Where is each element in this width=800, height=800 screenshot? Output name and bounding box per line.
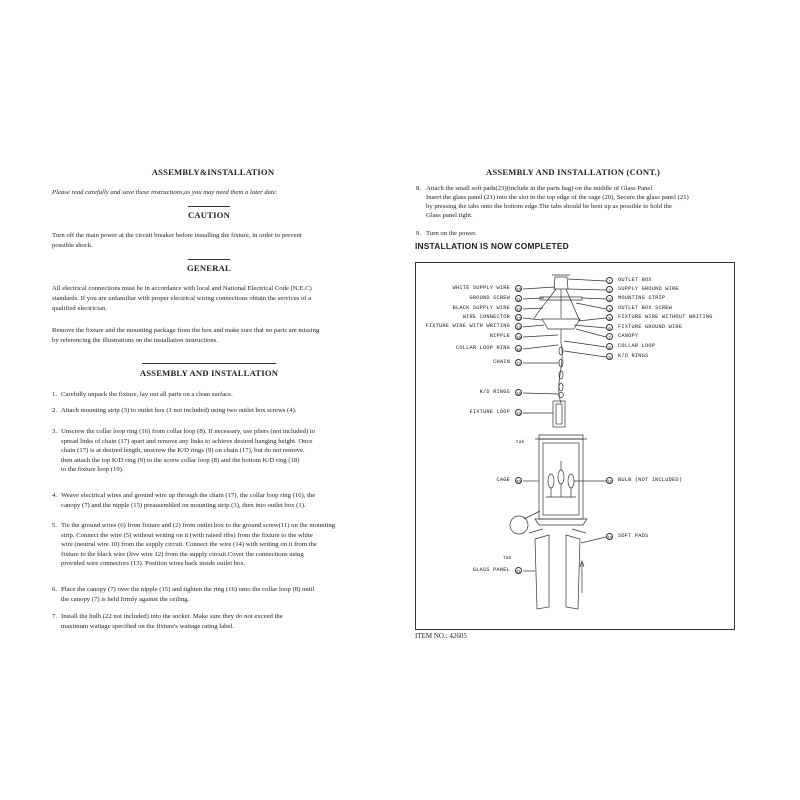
part-number-badge: 20 — [516, 479, 521, 484]
part-number-badge: 2 — [606, 286, 613, 293]
step-8-line-2: Insert the glass panel (21) into the slot in the top edge of the cage (20), Secure the glass panel (21) — [426, 194, 689, 201]
general-p1-3: qualified electrician. — [52, 305, 107, 312]
assembly-rule — [142, 363, 276, 364]
part-number-badge: 18 — [516, 391, 521, 396]
diagram-label-17 — [416, 359, 522, 366]
step-6 — [52, 585, 382, 604]
part-number-badge: 5 — [606, 314, 613, 321]
step-line: Carefully unpack the fixture, lay out all parts on a clean surface. — [61, 391, 233, 398]
part-label: GROUND SCREW — [469, 295, 510, 301]
right-title: ASSEMBLY AND INSTALLATION (CONT.) — [485, 167, 661, 177]
diagram-label-18 — [416, 389, 522, 396]
glass-panel-shapes — [529, 529, 586, 609]
diagram-label-10 — [416, 285, 522, 292]
step-5 — [52, 521, 382, 569]
part-label: WHITE SUPPLY WIRE — [452, 285, 510, 291]
part-label: CAGE — [496, 477, 510, 483]
step-line: spread links of chain (17) apart and remove any links to achieve desired hanging height. Once — [61, 437, 313, 445]
diagram-label-15 — [416, 333, 522, 340]
step-line: Place the canopy (7) over the nipple (15) and tighten the ring (16) onto the collar loop (8) until — [61, 586, 315, 593]
general-rule — [188, 259, 230, 260]
part-number-badge: 14 — [516, 325, 521, 330]
item-number: ITEM NO.: 42605 — [415, 632, 467, 640]
step-1 — [52, 390, 382, 400]
part-number-badge: 22 — [607, 479, 612, 484]
caution-rule — [188, 206, 230, 207]
part-label: K/D RINGS — [618, 353, 649, 359]
diagram-label-11 — [416, 295, 522, 302]
step-line: Attach mounting strip (3) to outlet box (1 not included) using two outlet box screws (4). — [61, 407, 297, 414]
chain-shape — [559, 343, 564, 403]
part-label: MOUNTING STRIP — [618, 295, 666, 301]
step-line: provided wire connectors (13). Position wires back inside outlet box. — [61, 560, 246, 568]
part-label: WIRE CONNECTOR — [462, 314, 510, 320]
left-title: ASSEMBLY&INSTALLATION — [151, 167, 275, 177]
step-line: the canopy (7) is held firmly against the ceiling. — [61, 595, 190, 603]
general-p1-1: All electrical connections must be in accordance with local and National Electrical Code (N.E.C) — [52, 285, 312, 292]
general-p1-2: standards. If you are unfamiliar with proper electrical wiring connections obtain the services of a — [52, 295, 312, 302]
diagram-label-21 — [416, 567, 522, 574]
fixture-loop-shape — [553, 401, 565, 427]
step-4 — [52, 491, 382, 510]
general-p2-1: Remove the fixture and the mounting package from the box and make sure that no parts are missing — [52, 327, 320, 334]
step-8-number: 8. — [416, 185, 422, 192]
part-number-badge: 8 — [606, 343, 613, 350]
caution-text-1: Turn off the main power at the circuit breaker before installing the fixture, in order to prevent — [52, 232, 302, 239]
step-line: chain (17) is at desired length, unscrew the K/D rings (9) on chain (17), but do not remove. — [61, 447, 305, 455]
part-number-badge: 17 — [516, 361, 521, 366]
part-number-badge: 7 — [606, 333, 613, 340]
part-label: FIXTURE WIRE WITH WRITING — [425, 323, 510, 329]
part-label: FIXTURE WIRE WITHOUT WRITING — [618, 314, 713, 320]
completed-heading: INSTALLATION IS NOW COMPLETED — [415, 241, 569, 251]
diagram-label-16 — [416, 345, 522, 352]
diagram-label-14 — [416, 323, 522, 330]
step-line: wire (neutral wire 10) from the supply circuit. Connect the wire (14) with writing on it from the — [61, 541, 317, 549]
part-number-badge: 16 — [516, 347, 521, 352]
step-line: canopy (7) and the nipple (15) preassembled on mounting strip (3), then into outlet box (1). — [61, 501, 306, 509]
diagram-label-13 — [416, 314, 522, 321]
tabs-detail-text: Tab — [503, 556, 512, 561]
part-label: BULB (NOT INCLUDED) — [618, 477, 683, 483]
step-number: 4. — [52, 492, 58, 499]
step-8-line-3: by pressing the tabs onto the bottom edge.The tabs should be bent up as possible to hold the — [426, 203, 672, 210]
step-line: Unscrew the collar loop ring (16) from collar loop (8). If necessary, use pliers (not included) to — [61, 428, 315, 435]
step-line: Tie the ground wires (6) from fixture and (2) from outlet box to the ground screw(11) on the mounting — [61, 522, 336, 529]
step-number: 1. — [52, 391, 58, 398]
caution-heading: CAUTION — [188, 210, 230, 220]
step-line: then attach the top K/D ring (9) to the screw collar loop (8) and the bottom K/D ring (18) — [61, 456, 300, 464]
part-number-badge: 3 — [606, 295, 613, 302]
step-9-number: 9. — [416, 230, 422, 237]
assembly-heading: ASSEMBLY AND INSTALLATION — [139, 368, 279, 378]
step-line: Install the bulb (22 not included) into the socket. Make sure they do not exceed the — [61, 613, 283, 620]
cage-shape — [539, 439, 583, 519]
part-label: COLLAR LOOP — [618, 343, 656, 349]
part-number-badge: 21 — [516, 569, 521, 574]
step-3 — [52, 427, 382, 475]
step-line: maximum wattage specified on the fixture's wattage rating label. — [61, 622, 234, 630]
part-label: SOFT PADS — [618, 533, 649, 539]
part-number-badge: 15 — [516, 335, 521, 340]
part-label: GLASS PANEL — [472, 567, 510, 573]
part-label: OUTLET BOX — [618, 277, 652, 283]
general-p2-2: by referencing the illustrations on the installation instructions. — [52, 337, 219, 344]
step-8-line-1: Attach the small soft pads(23)(include in the parts bag) on the middle of Glass Panel — [426, 185, 653, 192]
step-8-line-4: Glass panel tight. — [426, 212, 473, 219]
step-7 — [52, 612, 382, 631]
part-label: K/D RINGS — [479, 389, 510, 395]
step-line: to the fixture loop (19). — [61, 466, 124, 474]
diagram-label-12 — [416, 305, 522, 312]
step-number: 3. — [52, 428, 58, 435]
bulb-shapes — [546, 461, 576, 497]
step-number: 5. — [52, 522, 58, 529]
part-label: BLACK SUPPLY WIRE — [452, 305, 510, 311]
part-number-badge: 12 — [516, 307, 521, 312]
step-number: 6. — [52, 586, 58, 593]
part-label: CANOPY — [618, 333, 639, 339]
part-number-badge: 23 — [607, 535, 612, 540]
diagram-label-20 — [416, 477, 522, 484]
step-number: 2. — [52, 407, 58, 414]
step-line: strip. Connect the wire (5) without writing on it (with raised ribs) from the fixture to the white — [61, 531, 313, 539]
part-number-badge: 13 — [516, 316, 521, 321]
part-label: NIPPLE — [489, 333, 510, 339]
diagram-label-19 — [416, 409, 522, 416]
outlet-box-shape — [554, 277, 568, 289]
part-label: CHAIN — [493, 359, 510, 365]
caution-text-2: possible shock. — [52, 242, 93, 249]
part-label: OUTLET BOX SCREW — [618, 305, 673, 311]
step-line: fixture to the black wire (live wire 12) from the supply circuit.Cover the connections using — [61, 550, 304, 558]
step-9-text: Turn on the power. — [426, 230, 477, 237]
part-number-badge: 10 — [516, 287, 521, 292]
part-number-badge: 11 — [516, 297, 521, 302]
part-number-badge: 4 — [606, 305, 613, 312]
tab-detail-text: tab — [516, 440, 525, 445]
step-line: Weave electrical wires and ground wire up through the chain (17), the collar loop ring (16), the — [61, 492, 316, 499]
part-label: FIXTURE GROUND WIRE — [618, 324, 683, 330]
general-heading: GENERAL — [187, 263, 231, 273]
part-label: SUPPLY GROUND WIRE — [618, 286, 679, 292]
step-2 — [52, 406, 382, 416]
step-number: 7. — [52, 613, 58, 620]
installation-diagram — [415, 262, 735, 630]
part-label: FIXTURE LOOP — [469, 409, 510, 415]
part-number-badge: 19 — [516, 411, 521, 416]
canopy-shape — [542, 319, 580, 329]
part-label: COLLAR LOOP RING — [455, 345, 510, 351]
intro-text: Please read carefully and save these instructions,as you may need them a later date. — [52, 189, 278, 196]
part-number-badge: 9 — [606, 353, 613, 360]
part-number-badge: 1 — [606, 277, 613, 284]
part-number-badge: 6 — [606, 324, 613, 331]
